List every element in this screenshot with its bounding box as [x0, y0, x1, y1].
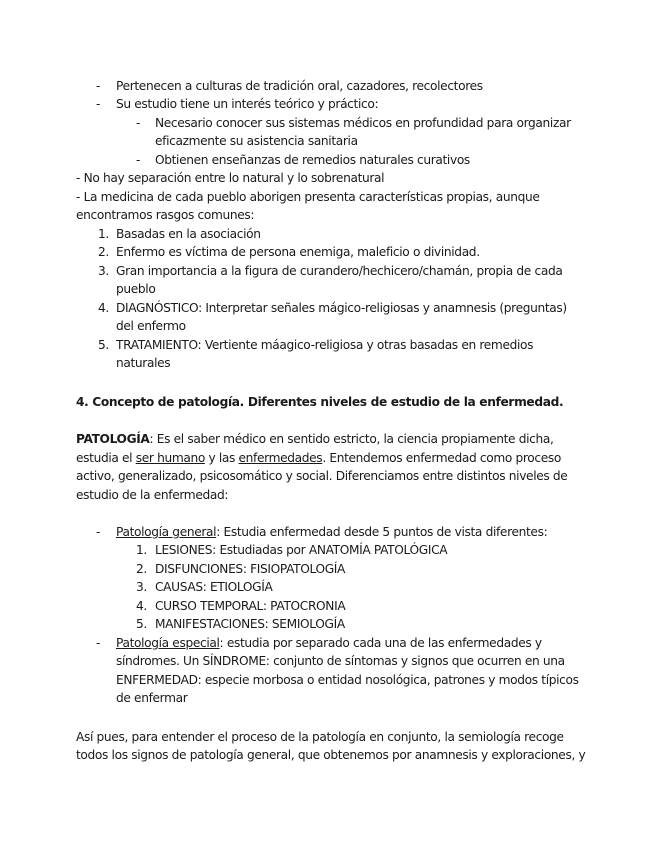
- list-number: 3.: [98, 264, 109, 278]
- bullet-dash: -: [96, 97, 101, 111]
- text-run: y las: [204, 451, 239, 465]
- list-item-text: Basadas en la asociación: [116, 227, 261, 241]
- paragraph-line: todos los signos de patología general, que obtenemos por anamnesis y exploraciones, y: [76, 748, 586, 762]
- list-number: 3.: [136, 580, 147, 594]
- list-item-text: pueblo: [116, 282, 156, 296]
- text-run: : estudia por separado cada una de las enfermedades y: [219, 636, 542, 650]
- paragraph-line: síndromes. Un SÍNDROME: conjunto de síntomas y signos que ocurren en una: [116, 654, 565, 668]
- list-item-text: CURSO TEMPORAL: PATOCRONIA: [155, 599, 346, 613]
- paragraph-line: de enfermar: [116, 691, 188, 705]
- text-run: estudia el: [76, 451, 136, 465]
- general-bullet: [116, 523, 547, 541]
- bullet-dash: -: [96, 525, 101, 539]
- list-item-text: DIAGNÓSTICO: Interpretar señales mágico-religiosas y anamnesis (preguntas): [116, 301, 567, 315]
- text-run: : Es el saber médico en sentido estricto, la ciencia propiamente dicha,: [149, 432, 554, 446]
- sub-bullet-dash: -: [136, 116, 141, 130]
- text-run: : Estudia enfermedad desde 5 puntos de vista diferentes:: [216, 525, 548, 539]
- section-heading: 4. Concepto de patología. Diferentes niveles de estudio de la enfermedad.: [76, 395, 564, 409]
- intro-bullet-text: Su estudio tiene un interés teórico y práctico:: [116, 97, 379, 111]
- patologia-term: PATOLOGÍA: [76, 432, 150, 446]
- enfermedades-underline: enfermedades: [238, 451, 323, 465]
- list-item-text: MANIFESTACIONES: SEMIOLOGÍA: [155, 617, 345, 631]
- paragraph-line: ENFERMEDAD: especie morbosa o entidad nosológica, patrones y modos típicos: [116, 673, 579, 687]
- paragraph-line: - La medicina de cada pueblo aborigen presenta características propias, aunque: [76, 190, 540, 204]
- list-number: 2.: [98, 245, 109, 259]
- intro-bullet-text: Pertenecen a culturas de tradición oral, cazadores, recolectores: [116, 79, 483, 93]
- sub-bullet-text: Obtienen enseñanzas de remedios naturales curativos: [155, 153, 470, 167]
- list-number: 5.: [98, 338, 109, 352]
- sub-bullet-text: Necesario conocer sus sistemas médicos en profundidad para organizar: [155, 116, 571, 130]
- list-number: 2.: [136, 562, 147, 576]
- paragraph-line: [76, 449, 561, 467]
- list-number: 1.: [136, 543, 147, 557]
- especial-bullet: [116, 634, 542, 652]
- sub-bullet-text: eficazmente su asistencia sanitaria: [155, 134, 358, 148]
- list-number: 1.: [98, 227, 109, 241]
- patologia-especial-term: Patología especial: [116, 636, 220, 650]
- list-number: 4.: [98, 301, 109, 315]
- list-item-text: Gran importancia a la figura de curandero/hechicero/chamán, propia de cada: [116, 264, 563, 278]
- patologia-general-term: Patología general: [116, 525, 217, 539]
- paragraph-line: [76, 430, 554, 448]
- paragraph-line: estudio de la enfermedad:: [76, 488, 229, 502]
- list-item-text: del enfermo: [116, 319, 186, 333]
- sub-bullet-dash: -: [136, 153, 141, 167]
- list-number: 4.: [136, 599, 147, 613]
- bullet-dash: -: [96, 636, 101, 650]
- list-item-text: Enfermo es víctima de persona enemiga, maleficio o divinidad.: [116, 245, 480, 259]
- list-item-text: LESIONES: Estudiadas por ANATOMÍA PATOLÓGICA: [155, 543, 448, 557]
- bullet-dash: -: [96, 79, 101, 93]
- paragraph-line: - No hay separación entre lo natural y lo sobrenatural: [76, 171, 385, 185]
- ser-humano-underline: ser humano: [135, 451, 205, 465]
- paragraph-line: encontramos rasgos comunes:: [76, 208, 255, 222]
- list-number: 5.: [136, 617, 147, 631]
- list-item-text: TRATAMIENTO: Vertiente máagico-religiosa y otras basadas en remedios: [116, 338, 534, 352]
- list-item-text: CAUSAS: ETIOLOGÍA: [155, 580, 273, 594]
- paragraph-line: activo, generalizado, psicosomático y social. Diferenciamos entre distintos niveles de: [76, 469, 568, 483]
- paragraph-line: Así pues, para entender el proceso de la patología en conjunto, la semiología recoge: [76, 730, 564, 744]
- list-item-text: naturales: [116, 356, 171, 370]
- text-run: . Entendemos enfermedad como proceso: [322, 451, 561, 465]
- list-item-text: DISFUNCIONES: FISIOPATOLOGÍA: [155, 562, 346, 576]
